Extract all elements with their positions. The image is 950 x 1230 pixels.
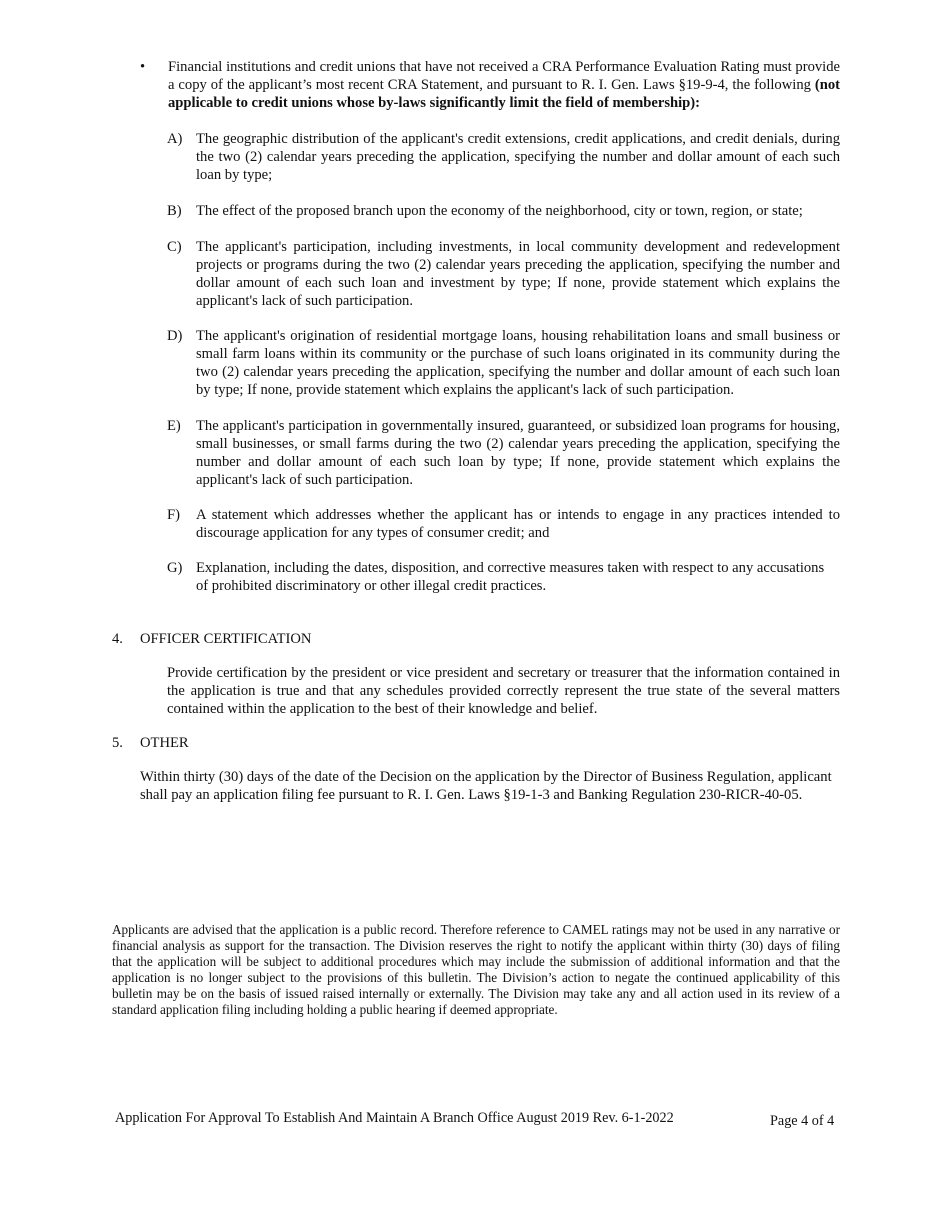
officer-certification-text: Provide certification by the president or vice president and secretary or treasurer that the information contained in the application is true and that any schedules provided correctly represent the true state of the several matters contained within the application to the best of their knowledge and belief. — [167, 665, 840, 717]
item-letter: G) — [167, 560, 183, 576]
item-letter: F) — [167, 507, 180, 523]
item-text-line-1: Explanation, including the dates, disposition, and corrective measures taken with respect to any accusations — [196, 560, 825, 576]
item-text-line-2: of prohibited discriminatory or other illegal credit practices. — [196, 578, 547, 594]
section-number-other: 5. — [112, 735, 123, 751]
cra-bullet-text — [168, 58, 840, 112]
item-text: The geographic distribution of the applicant's credit extensions, credit applications, and credit denials, during the two (2) calendar years preceding the application, specifying the number and dollar amount of each such loan by type; — [196, 131, 840, 183]
item-letter: C) — [167, 239, 182, 255]
cra-bullet-plain-text: Financial institutions and credit unions that have not received a CRA Performance Evaluation Rating must provide a copy of the applicant’s most recent CRA Statement, and pursuant to R. I. Gen. Laws §19-9-4, the following — [168, 59, 840, 93]
item-letter: A) — [167, 131, 183, 147]
footer-title: Application For Approval To Establish And Maintain A Branch Office August 2019 Rev. 6-1-2022 — [115, 1110, 674, 1126]
section-title-officer: OFFICER CERTIFICATION — [140, 631, 312, 647]
public-record-notice: Applicants are advised that the application is a public record. Therefore reference to CAMEL ratings may not be used in any narrative or financial analysis as support for the transaction. The Division reserves the right to notify the applicant within thirty (30) days of filing that the application will be subject to additional procedures which may include the submission of additional information and that the application is no longer subject to the provisions of this bulletin. The Division’s action to negate the continued applicability of this bulletin may be on the basis of issued raised internally or externally. The Division may take any and all action used in its review of a standard application filing including holding a public hearing if deemed appropriate. — [112, 922, 840, 1017]
section-title-other: OTHER — [140, 735, 189, 751]
item-letter: D) — [167, 328, 183, 344]
item-letter: E) — [167, 418, 181, 434]
page-number: Page 4 of 4 — [770, 1113, 835, 1129]
other-text: Within thirty (30) days of the date of the Decision on the application by the Director of Business Regulation, applicant shall pay an application filing fee pursuant to R. I. Gen. Laws §19-1-3 and Banking Regulation 230-RICR-40-05. — [140, 769, 832, 803]
item-text: The applicant's participation, including investments, in local community development and redevelopment projects or programs during the two (2) calendar years preceding the application, specifying the number and dollar amount of each such loan and investment by type; If none, provide statement which explains the applicant's lack of such participation. — [196, 239, 840, 309]
item-text: A statement which addresses whether the applicant has or intends to engage in any practices intended to discourage application for any types of consumer credit; and — [196, 507, 840, 541]
bullet-symbol: • — [140, 59, 146, 75]
item-text: The effect of the proposed branch upon the economy of the neighborhood, city or town, region, or state; — [196, 203, 803, 219]
item-text: The applicant's origination of residential mortgage loans, housing rehabilitation loans and small business or small farm loans within its community or the purchase of such loans originated in its community during the two (2) calendar years preceding the application, specifying the number and dollar amount of each such loan by type; If none, provide statement which explains the applicant's lack of such participation. — [196, 328, 840, 398]
section-number-officer: 4. — [112, 631, 123, 647]
item-text — [196, 559, 840, 595]
cra-bullet-bold-text: (not applicable to credit unions whose by-laws significantly limit the field of membership): — [168, 77, 840, 111]
item-letter: B) — [167, 203, 182, 219]
item-text: The applicant's participation in governmentally insured, guaranteed, or subsidized loan programs for housing, small businesses, or small farms during the two (2) calendar years preceding the application, specifying the number and dollar amount of each such loan by type; If none, provide statement which explains the applicant's lack of such participation. — [196, 418, 840, 488]
